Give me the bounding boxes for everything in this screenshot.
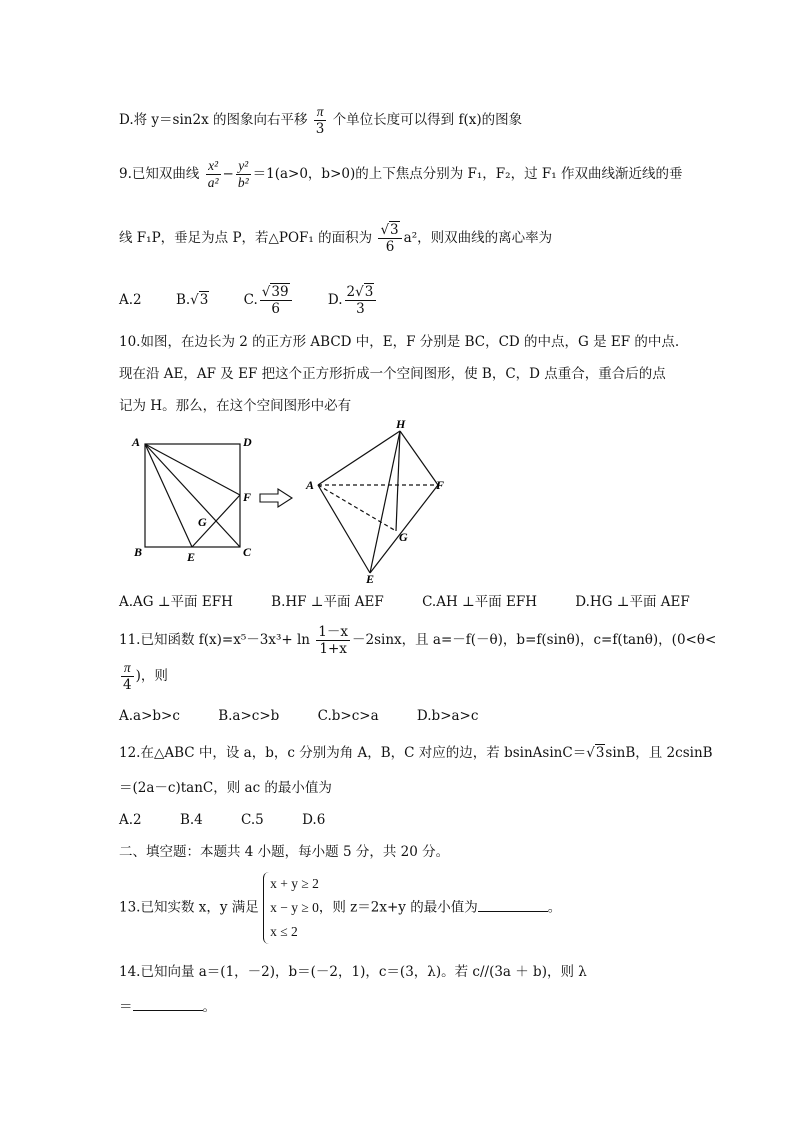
q11-line-1: 11.已知函数 f(x)=x⁵－3x³+ ln $\frac{1-x}{1+x}$ －2sinx，且 a=－f(－θ)，b=f(sinθ)，c=f(tanθ)，(0<θ<: [119, 624, 717, 657]
q9-option-d: D. $\frac{2√3}{3}$: [328, 292, 378, 308]
section-2-title: 二、填空题：本题共 4 小题，每小题 5 分，共 20 分。: [119, 844, 450, 860]
label-a-square: A: [132, 435, 141, 449]
q12-option-b: B.4: [179, 812, 203, 828]
label-b-square: B: [134, 545, 143, 559]
label-c-square: C: [243, 545, 252, 559]
q9-line-2: 线 F₁P，垂足为点 P，若△POF₁ 的面积为 $\frac{√3}{6}$ a²，则双曲线的离心率为: [119, 222, 553, 255]
q12-option-a: A.2: [119, 812, 142, 828]
constraint-system: x + y ≥ 2 x − y ≥ 0 x ≤ 2: [263, 872, 319, 944]
q13-line: 13.已知实数 x，y 满足 x + y ≥ 2 x − y ≥ 0 x ≤ 2 ，则 z＝2x+y 的最小值为 。: [119, 872, 561, 944]
q10-line-3: 记为 H。那么，在这个空间图形中必有: [119, 398, 352, 414]
q10-option-d: D.HG ⊥平面 AEF: [575, 594, 690, 610]
q14-line-2: ＝ 。: [119, 996, 216, 1017]
label-h: H: [396, 417, 406, 431]
q13-answer-blank: [478, 897, 548, 912]
label-g-square: G: [198, 515, 207, 529]
arrow-right-icon: [260, 489, 292, 507]
label-g-tetra: G: [399, 530, 408, 544]
label-f-square: F: [243, 490, 252, 504]
q10-line-1: 10.如图，在边长为 2 的正方形 ABCD 中，E，F 分别是 BC，CD 的中点，G 是 EF 的中点.: [119, 334, 680, 350]
q14-answer-blank: [133, 996, 203, 1011]
label-d-square: D: [243, 435, 252, 449]
label-e-tetra: E: [366, 572, 375, 586]
q11-line-2: $\frac{\pi}{4}$ )，则: [123, 660, 168, 693]
q9-option-b: B.√3: [175, 292, 209, 308]
q11-option-b: B.a>c>b: [218, 708, 280, 724]
q11-option-a: A.a>b>c: [119, 708, 180, 724]
log-fraction: $\frac{1-x}{1+x}$: [318, 624, 348, 657]
q12-line-2: ＝(2a－c)tanC，则 ac 的最小值为: [119, 780, 332, 796]
q11-option-c: C.b>c>a: [317, 708, 379, 724]
q10-option-c: C.AH ⊥平面 EFH: [422, 594, 537, 610]
q9-option-c: C. $\frac{√39}{6}$: [244, 292, 294, 308]
pi-over-4-fraction: $\frac{\pi}{4}$: [123, 660, 132, 693]
q14-line-1: 14.已知向量 a＝(1，－2)，b＝(－2，1)，c＝(3，λ)。若 c//(3a ＋ b)，则 λ: [119, 964, 587, 980]
square-diagram: [145, 444, 240, 547]
x2-over-a2: $\frac{\text{x²}}{\text{a²}}$: [207, 158, 219, 190]
label-e-square: E: [187, 550, 196, 564]
y2-over-b2: $\frac{\text{y²}}{\text{b²}}$: [237, 158, 249, 190]
q11-option-d: D.b>a>c: [416, 708, 479, 724]
q9-line-1: 9.已知双曲线 $\frac{\text{x²}}{\text{a²}}$ − $\frac{\text{y²}}{\text{b²}}$ ＝1(a>0，b>0)的上下焦点分别为 F₁，F₂，过 F₁ 作双曲线渐近线的垂: [119, 158, 683, 190]
q12-option-d: D.6: [302, 812, 326, 828]
sqrt3-over-6: $\frac{√3}{6}$: [378, 222, 401, 255]
q11-options: [119, 706, 512, 726]
pi-over-3-fraction: $\frac{\pi}{3}$: [315, 104, 325, 137]
q12-option-c: C.5: [241, 812, 264, 828]
tetrahedron-diagram: [318, 431, 438, 573]
q10-option-a: A.AG ⊥平面 EFH: [119, 594, 233, 610]
q10-figure: [120, 415, 460, 587]
q12-line-1: 12.在△ABC 中，设 a，b，c 分别为角 A，B，C 对应的边，若 bsinAsinC＝√3sinB，且 2csinB: [119, 745, 713, 761]
q12-options: [119, 810, 359, 830]
q10-line-2: 现在沿 AE，AF 及 EF 把这个正方形折成一个空间图形，使 B，C，D 点重合，重合后的点: [119, 366, 666, 382]
q10-option-b: B.HF ⊥平面 AEF: [271, 594, 384, 610]
q10-options: [119, 592, 690, 612]
label-f-tetra: F: [436, 478, 445, 492]
label-a-tetra: A: [306, 478, 315, 492]
q9-options: [119, 284, 378, 317]
q9-option-a: A.2: [119, 292, 142, 308]
q8-option-d: D.将 y＝sin2x 的图象向右平移 $\frac{\pi}{3}$ 个单位长度可以得到 f(x)的图象: [119, 104, 523, 137]
